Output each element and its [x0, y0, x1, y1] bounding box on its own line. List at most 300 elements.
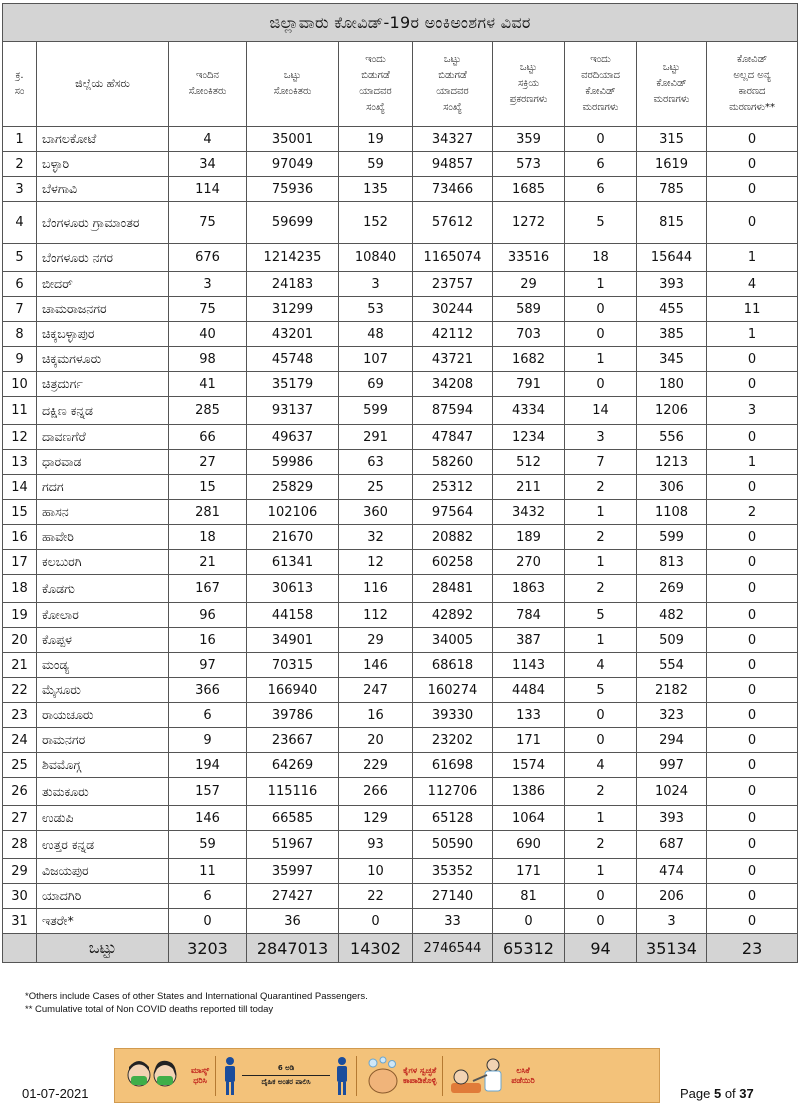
- cell-total-cases: 23667: [247, 728, 339, 753]
- table-row: [3, 728, 798, 753]
- table-row: [3, 806, 798, 831]
- cell-total-discharged: 97564: [413, 500, 493, 525]
- cell-total-discharged: 68618: [413, 653, 493, 678]
- cell-active: 791: [493, 372, 565, 397]
- cell-sno: 19: [3, 603, 37, 628]
- footnotes: [25, 990, 368, 1016]
- cell-district: ಕಲಬುರಗಿ: [37, 550, 169, 575]
- cell-today-deaths: 7: [565, 450, 637, 475]
- cell-total-cases: 61341: [247, 550, 339, 575]
- cell-today-deaths: 2: [565, 575, 637, 603]
- cell-non-covid-deaths: 0: [707, 778, 798, 806]
- cell-total-deaths: 385: [637, 322, 707, 347]
- cell-active: 1234: [493, 425, 565, 450]
- cell-today-deaths: 14: [565, 397, 637, 425]
- cell-district: ಬಳ್ಳಾರಿ: [37, 152, 169, 177]
- cell-total-discharged: 1165074: [413, 244, 493, 272]
- cell-sno: 7: [3, 297, 37, 322]
- cell-today-cases: 16: [169, 628, 247, 653]
- cell-total-cases: 166940: [247, 678, 339, 703]
- cell-total-deaths: 1619: [637, 152, 707, 177]
- cell-today-discharged: 19: [339, 127, 413, 152]
- cell-today-deaths: 1: [565, 347, 637, 372]
- cell-non-covid-deaths: 0: [707, 603, 798, 628]
- cell-today-cases: 167: [169, 575, 247, 603]
- cell-sno: 6: [3, 272, 37, 297]
- cell-total-discharged: 33: [413, 909, 493, 934]
- cell-today-cases: 40: [169, 322, 247, 347]
- cell-district: ಬೀದರ್: [37, 272, 169, 297]
- cell-total-cases: 43201: [247, 322, 339, 347]
- cell-sno: 15: [3, 500, 37, 525]
- header-total-cases: ಒಟ್ಟು ಸೋಂಕಿತರು: [247, 42, 339, 127]
- cell-non-covid-deaths: 0: [707, 628, 798, 653]
- cell-total-deaths: 393: [637, 272, 707, 297]
- cell-active: 1386: [493, 778, 565, 806]
- cell-sno: 22: [3, 678, 37, 703]
- cell-total-deaths: 1213: [637, 450, 707, 475]
- cell-total-discharged: 34208: [413, 372, 493, 397]
- cell-today-discharged: 0: [339, 909, 413, 934]
- cell-total-cases: 30613: [247, 575, 339, 603]
- cell-today-deaths: 0: [565, 127, 637, 152]
- cell-today-deaths: 18: [565, 244, 637, 272]
- cell-total-deaths: 482: [637, 603, 707, 628]
- cell-total-cases: 45748: [247, 347, 339, 372]
- cell-today-deaths: 6: [565, 152, 637, 177]
- cell-active: 573: [493, 152, 565, 177]
- cell-today-discharged: 112: [339, 603, 413, 628]
- cell-non-covid-deaths: 0: [707, 728, 798, 753]
- cell-today-cases: 75: [169, 202, 247, 244]
- cell-total-cases: 21670: [247, 525, 339, 550]
- table-row: [3, 628, 798, 653]
- table-row: [3, 475, 798, 500]
- cell-today-deaths: 0: [565, 728, 637, 753]
- person-right-icon: [334, 1056, 350, 1096]
- cell-today-deaths: 1: [565, 550, 637, 575]
- cell-today-cases: 6: [169, 703, 247, 728]
- cell-total-deaths: 554: [637, 653, 707, 678]
- cell-today-cases: 194: [169, 753, 247, 778]
- table-row: [3, 372, 798, 397]
- cell-district: ಉತ್ತರ ಕನ್ನಡ: [37, 831, 169, 859]
- covid-appropriate-behaviour-banner: [114, 1048, 660, 1103]
- vaccination-icon: [449, 1055, 511, 1097]
- cell-total-discharged: 34005: [413, 628, 493, 653]
- header-today-cases: ಇಂದಿನ ಸೋಂಕಿತರು: [169, 42, 247, 127]
- cell-district: ಗದಗ: [37, 475, 169, 500]
- cell-non-covid-deaths: 0: [707, 884, 798, 909]
- header-total-discharged: ಒಟ್ಟು ಬಿಡುಗಡೆ ಯಾದವರ ಸಂಖ್ಯೆ: [413, 42, 493, 127]
- cell-today-discharged: 63: [339, 450, 413, 475]
- cell-active: 1685: [493, 177, 565, 202]
- cell-sno: 27: [3, 806, 37, 831]
- cell-total-deaths: 474: [637, 859, 707, 884]
- cell-today-discharged: 12: [339, 550, 413, 575]
- cell-total-cases: 97049: [247, 152, 339, 177]
- cell-today-discharged: 53: [339, 297, 413, 322]
- cell-active: 81: [493, 884, 565, 909]
- cell-today-discharged: 152: [339, 202, 413, 244]
- cell-total-discharged: 20882: [413, 525, 493, 550]
- table-row: [3, 450, 798, 475]
- cell-today-cases: 41: [169, 372, 247, 397]
- cell-non-covid-deaths: 0: [707, 475, 798, 500]
- cell-total-cases: 35001: [247, 127, 339, 152]
- cell-today-cases: 146: [169, 806, 247, 831]
- cell-today-discharged: 247: [339, 678, 413, 703]
- mask-faces-icon: [121, 1055, 191, 1097]
- cell-today-deaths: 6: [565, 177, 637, 202]
- cell-sno: 10: [3, 372, 37, 397]
- cell-non-covid-deaths: 0: [707, 525, 798, 550]
- cell-non-covid-deaths: 1: [707, 450, 798, 475]
- cell-total-cases: 36: [247, 909, 339, 934]
- banner-divider: [215, 1056, 216, 1096]
- cell-non-covid-deaths: 1: [707, 244, 798, 272]
- cell-total-cases: 27427: [247, 884, 339, 909]
- cell-sno: 25: [3, 753, 37, 778]
- cell-today-cases: 366: [169, 678, 247, 703]
- cell-active: 1272: [493, 202, 565, 244]
- cell-sno: 24: [3, 728, 37, 753]
- cell-active: 387: [493, 628, 565, 653]
- cell-non-covid-deaths: 0: [707, 177, 798, 202]
- cell-today-deaths: 2: [565, 475, 637, 500]
- cell-today-deaths: 4: [565, 653, 637, 678]
- table-row: [3, 575, 798, 603]
- total-total-cases: 2847013: [247, 934, 339, 963]
- table-row: [3, 884, 798, 909]
- cell-total-cases: 59986: [247, 450, 339, 475]
- banner-hands-section: [363, 1053, 436, 1098]
- cell-today-deaths: 1: [565, 272, 637, 297]
- table-row: [3, 859, 798, 884]
- cell-district: ಚಿಕ್ಕಮಗಳೂರು: [37, 347, 169, 372]
- table-row: [3, 397, 798, 425]
- table-row: [3, 778, 798, 806]
- cell-today-cases: 66: [169, 425, 247, 450]
- table-row: [3, 425, 798, 450]
- cell-total-deaths: 206: [637, 884, 707, 909]
- cell-district: ದಾವಣಗೆರೆ: [37, 425, 169, 450]
- total-today-discharged: 14302: [339, 934, 413, 963]
- cell-total-deaths: 599: [637, 525, 707, 550]
- cell-total-deaths: 785: [637, 177, 707, 202]
- total-total-deaths: 35134: [637, 934, 707, 963]
- cell-total-deaths: 556: [637, 425, 707, 450]
- cell-sno: 23: [3, 703, 37, 728]
- table-row: [3, 500, 798, 525]
- cell-district: ಮೈಸೂರು: [37, 678, 169, 703]
- cell-total-cases: 75936: [247, 177, 339, 202]
- table-row: [3, 703, 798, 728]
- table-row: [3, 831, 798, 859]
- cell-total-discharged: 87594: [413, 397, 493, 425]
- cell-active: 1064: [493, 806, 565, 831]
- cell-today-deaths: 3: [565, 425, 637, 450]
- cell-district: ಕೊಪ್ಪಳ: [37, 628, 169, 653]
- cell-district: ಶಿವಮೊಗ್ಗ: [37, 753, 169, 778]
- header-today-discharged: ಇಂದು ಬಿಡುಗಡೆ ಯಾದವರ ಸಂಖ್ಯೆ: [339, 42, 413, 127]
- cell-today-discharged: 69: [339, 372, 413, 397]
- cell-non-covid-deaths: 0: [707, 678, 798, 703]
- cell-today-cases: 0: [169, 909, 247, 934]
- cell-today-discharged: 93: [339, 831, 413, 859]
- cell-total-cases: 115116: [247, 778, 339, 806]
- cell-active: 784: [493, 603, 565, 628]
- cell-total-discharged: 39330: [413, 703, 493, 728]
- cell-active: 703: [493, 322, 565, 347]
- cell-today-deaths: 2: [565, 778, 637, 806]
- cell-total-discharged: 50590: [413, 831, 493, 859]
- cell-active: 1682: [493, 347, 565, 372]
- cell-total-discharged: 160274: [413, 678, 493, 703]
- total-cell-sno: [3, 934, 37, 963]
- cell-today-discharged: 107: [339, 347, 413, 372]
- cell-today-cases: 27: [169, 450, 247, 475]
- cell-today-cases: 18: [169, 525, 247, 550]
- cell-total-discharged: 112706: [413, 778, 493, 806]
- table-row: [3, 202, 798, 244]
- cell-today-cases: 15: [169, 475, 247, 500]
- cell-sno: 9: [3, 347, 37, 372]
- cell-district: ಬಾಗಲಕೋಟೆ: [37, 127, 169, 152]
- cell-total-deaths: 306: [637, 475, 707, 500]
- cell-total-deaths: 815: [637, 202, 707, 244]
- cell-total-deaths: 997: [637, 753, 707, 778]
- cell-today-cases: 157: [169, 778, 247, 806]
- cell-sno: 2: [3, 152, 37, 177]
- cell-total-deaths: 813: [637, 550, 707, 575]
- cell-today-deaths: 2: [565, 831, 637, 859]
- cell-total-discharged: 25312: [413, 475, 493, 500]
- cell-active: 589: [493, 297, 565, 322]
- cell-non-covid-deaths: 0: [707, 550, 798, 575]
- hands-label: ಕೈಗಳ ಸ್ವಚ್ಛತೆ ಕಾಪಾಡಿಕೊಳ್ಳಿ: [403, 1065, 437, 1085]
- page-number: Page 5 of 37: [680, 1086, 754, 1101]
- cell-district: ರಾಮನಗರ: [37, 728, 169, 753]
- cell-total-deaths: 3: [637, 909, 707, 934]
- cell-active: 1863: [493, 575, 565, 603]
- cell-non-covid-deaths: 11: [707, 297, 798, 322]
- cell-total-cases: 31299: [247, 297, 339, 322]
- cell-total-cases: 1214235: [247, 244, 339, 272]
- cell-today-discharged: 20: [339, 728, 413, 753]
- cell-today-deaths: 1: [565, 628, 637, 653]
- cell-today-cases: 3: [169, 272, 247, 297]
- cell-today-discharged: 10840: [339, 244, 413, 272]
- cell-active: 133: [493, 703, 565, 728]
- cell-total-cases: 102106: [247, 500, 339, 525]
- cell-active: 171: [493, 859, 565, 884]
- banner-vaccine-section: [449, 1053, 534, 1098]
- cell-total-discharged: 58260: [413, 450, 493, 475]
- cell-sno: 12: [3, 425, 37, 450]
- cell-today-cases: 96: [169, 603, 247, 628]
- cell-active: 1143: [493, 653, 565, 678]
- header-district: ಜಿಲ್ಲೆಯ ಹೆಸರು: [37, 42, 169, 127]
- cell-total-discharged: 27140: [413, 884, 493, 909]
- cell-sno: 28: [3, 831, 37, 859]
- cell-today-discharged: 599: [339, 397, 413, 425]
- cell-total-deaths: 687: [637, 831, 707, 859]
- cell-today-deaths: 5: [565, 202, 637, 244]
- header-active: ಒಟ್ಟು ಸಕ್ರಿಯ ಪ್ರಕರಣಗಳು: [493, 42, 565, 127]
- cell-total-discharged: 60258: [413, 550, 493, 575]
- cell-non-covid-deaths: 0: [707, 127, 798, 152]
- cell-total-deaths: 345: [637, 347, 707, 372]
- cell-sno: 20: [3, 628, 37, 653]
- cell-non-covid-deaths: 4: [707, 272, 798, 297]
- cell-district: ಚಿಕ್ಕಬಳ್ಳಾಪುರ: [37, 322, 169, 347]
- cell-today-discharged: 229: [339, 753, 413, 778]
- cell-today-cases: 11: [169, 859, 247, 884]
- cell-today-discharged: 266: [339, 778, 413, 806]
- total-total-discharged: 2746544: [413, 934, 493, 963]
- distance-label: 6 ಅಡಿ ದೈಹಿಕ ಅಂತರ ಪಾಲಿಸಿ: [238, 1063, 334, 1088]
- cell-total-discharged: 35352: [413, 859, 493, 884]
- cell-active: 29: [493, 272, 565, 297]
- cell-sno: 18: [3, 575, 37, 603]
- cell-non-covid-deaths: 0: [707, 575, 798, 603]
- header-total-deaths: ಒಟ್ಟು ಕೋವಿಡ್ ಮರಣಗಳು: [637, 42, 707, 127]
- cell-total-deaths: 323: [637, 703, 707, 728]
- cell-active: 4484: [493, 678, 565, 703]
- cell-district: ಉಡುಪಿ: [37, 806, 169, 831]
- cell-total-discharged: 73466: [413, 177, 493, 202]
- cell-today-discharged: 129: [339, 806, 413, 831]
- cell-active: 690: [493, 831, 565, 859]
- cell-sno: 1: [3, 127, 37, 152]
- total-non-covid-deaths: 23: [707, 934, 798, 963]
- cell-total-cases: 70315: [247, 653, 339, 678]
- cell-today-cases: 4: [169, 127, 247, 152]
- vaccine-label: ಲಸಿಕೆ ಪಡೆಯಿರಿ: [511, 1065, 535, 1085]
- cell-total-cases: 93137: [247, 397, 339, 425]
- cell-total-discharged: 43721: [413, 347, 493, 372]
- header-sno: ಕ್ರ. ಸಂ: [3, 42, 37, 127]
- cell-active: 171: [493, 728, 565, 753]
- cell-total-deaths: 315: [637, 127, 707, 152]
- cell-total-deaths: 393: [637, 806, 707, 831]
- table-row: [3, 297, 798, 322]
- cell-total-discharged: 28481: [413, 575, 493, 603]
- cell-today-discharged: 16: [339, 703, 413, 728]
- cell-non-covid-deaths: 0: [707, 909, 798, 934]
- cell-today-discharged: 360: [339, 500, 413, 525]
- table-row: [3, 347, 798, 372]
- cell-total-discharged: 34327: [413, 127, 493, 152]
- cell-district: ಕೋಲಾರ: [37, 603, 169, 628]
- cell-district: ಕೊಡಗು: [37, 575, 169, 603]
- cell-sno: 3: [3, 177, 37, 202]
- cell-non-covid-deaths: 0: [707, 831, 798, 859]
- cell-total-deaths: 180: [637, 372, 707, 397]
- cell-sno: 17: [3, 550, 37, 575]
- cell-active: 33516: [493, 244, 565, 272]
- cell-total-cases: 35997: [247, 859, 339, 884]
- cell-total-discharged: 30244: [413, 297, 493, 322]
- table-row: [3, 525, 798, 550]
- cell-total-discharged: 23757: [413, 272, 493, 297]
- cell-non-covid-deaths: 0: [707, 859, 798, 884]
- cell-district: ರಾಯಚೂರು: [37, 703, 169, 728]
- cell-sno: 5: [3, 244, 37, 272]
- cell-active: 0: [493, 909, 565, 934]
- footnote-non-covid: ** Cumulative total of Non COVID deaths reported till today: [25, 1004, 274, 1015]
- cell-total-cases: 66585: [247, 806, 339, 831]
- cell-today-deaths: 0: [565, 297, 637, 322]
- cell-non-covid-deaths: 0: [707, 347, 798, 372]
- cell-non-covid-deaths: 0: [707, 753, 798, 778]
- cell-non-covid-deaths: 0: [707, 372, 798, 397]
- table-row: [3, 152, 798, 177]
- cell-today-deaths: 0: [565, 322, 637, 347]
- cell-district: ಇತರೇ*: [37, 909, 169, 934]
- cell-sno: 14: [3, 475, 37, 500]
- cell-district: ತುಮಕೂರು: [37, 778, 169, 806]
- cell-today-cases: 97: [169, 653, 247, 678]
- cell-today-cases: 75: [169, 297, 247, 322]
- cell-non-covid-deaths: 0: [707, 202, 798, 244]
- cell-non-covid-deaths: 0: [707, 703, 798, 728]
- cell-active: 4334: [493, 397, 565, 425]
- cell-today-deaths: 0: [565, 372, 637, 397]
- cell-today-deaths: 0: [565, 909, 637, 934]
- cell-active: 189: [493, 525, 565, 550]
- cell-sno: 29: [3, 859, 37, 884]
- table-title: ಜಿಲ್ಲಾವಾರು ಕೋವಿಡ್-19ರ ಅಂಕಿಅಂಶಗಳ ವಿವರ: [3, 4, 798, 42]
- cell-total-deaths: 509: [637, 628, 707, 653]
- cell-non-covid-deaths: 0: [707, 425, 798, 450]
- cell-district: ಬೆಳಗಾವಿ: [37, 177, 169, 202]
- cell-active: 211: [493, 475, 565, 500]
- cell-sno: 31: [3, 909, 37, 934]
- cell-non-covid-deaths: 0: [707, 653, 798, 678]
- table-row: [3, 272, 798, 297]
- cell-sno: 30: [3, 884, 37, 909]
- cell-district: ವಿಜಯಪುರ: [37, 859, 169, 884]
- cell-total-cases: 34901: [247, 628, 339, 653]
- cell-today-cases: 34: [169, 152, 247, 177]
- cell-sno: 8: [3, 322, 37, 347]
- banner-mask-section: [121, 1053, 209, 1098]
- cell-today-deaths: 0: [565, 884, 637, 909]
- banner-distance-section: [222, 1053, 350, 1098]
- cell-total-deaths: 294: [637, 728, 707, 753]
- person-left-icon: [222, 1056, 238, 1096]
- table-row: [3, 603, 798, 628]
- cell-district: ಚಾಮರಾಜನಗರ: [37, 297, 169, 322]
- cell-today-discharged: 59: [339, 152, 413, 177]
- cell-active: 270: [493, 550, 565, 575]
- total-today-cases: 3203: [169, 934, 247, 963]
- cell-district: ಬೆಂಗಳೂರು ನಗರ: [37, 244, 169, 272]
- header-today-deaths: ಇಂದು ವರದಿಯಾದ ಕೋವಿಡ್ ಮರಣಗಳು: [565, 42, 637, 127]
- cell-today-discharged: 146: [339, 653, 413, 678]
- table-row: [3, 678, 798, 703]
- cell-district: ಧಾರವಾಡ: [37, 450, 169, 475]
- cell-today-cases: 676: [169, 244, 247, 272]
- total-label: ಒಟ್ಟು: [37, 934, 169, 963]
- cell-today-cases: 98: [169, 347, 247, 372]
- cell-today-cases: 9: [169, 728, 247, 753]
- cell-district: ಯಾದಗಿರಿ: [37, 884, 169, 909]
- cell-today-cases: 285: [169, 397, 247, 425]
- cell-total-cases: 49637: [247, 425, 339, 450]
